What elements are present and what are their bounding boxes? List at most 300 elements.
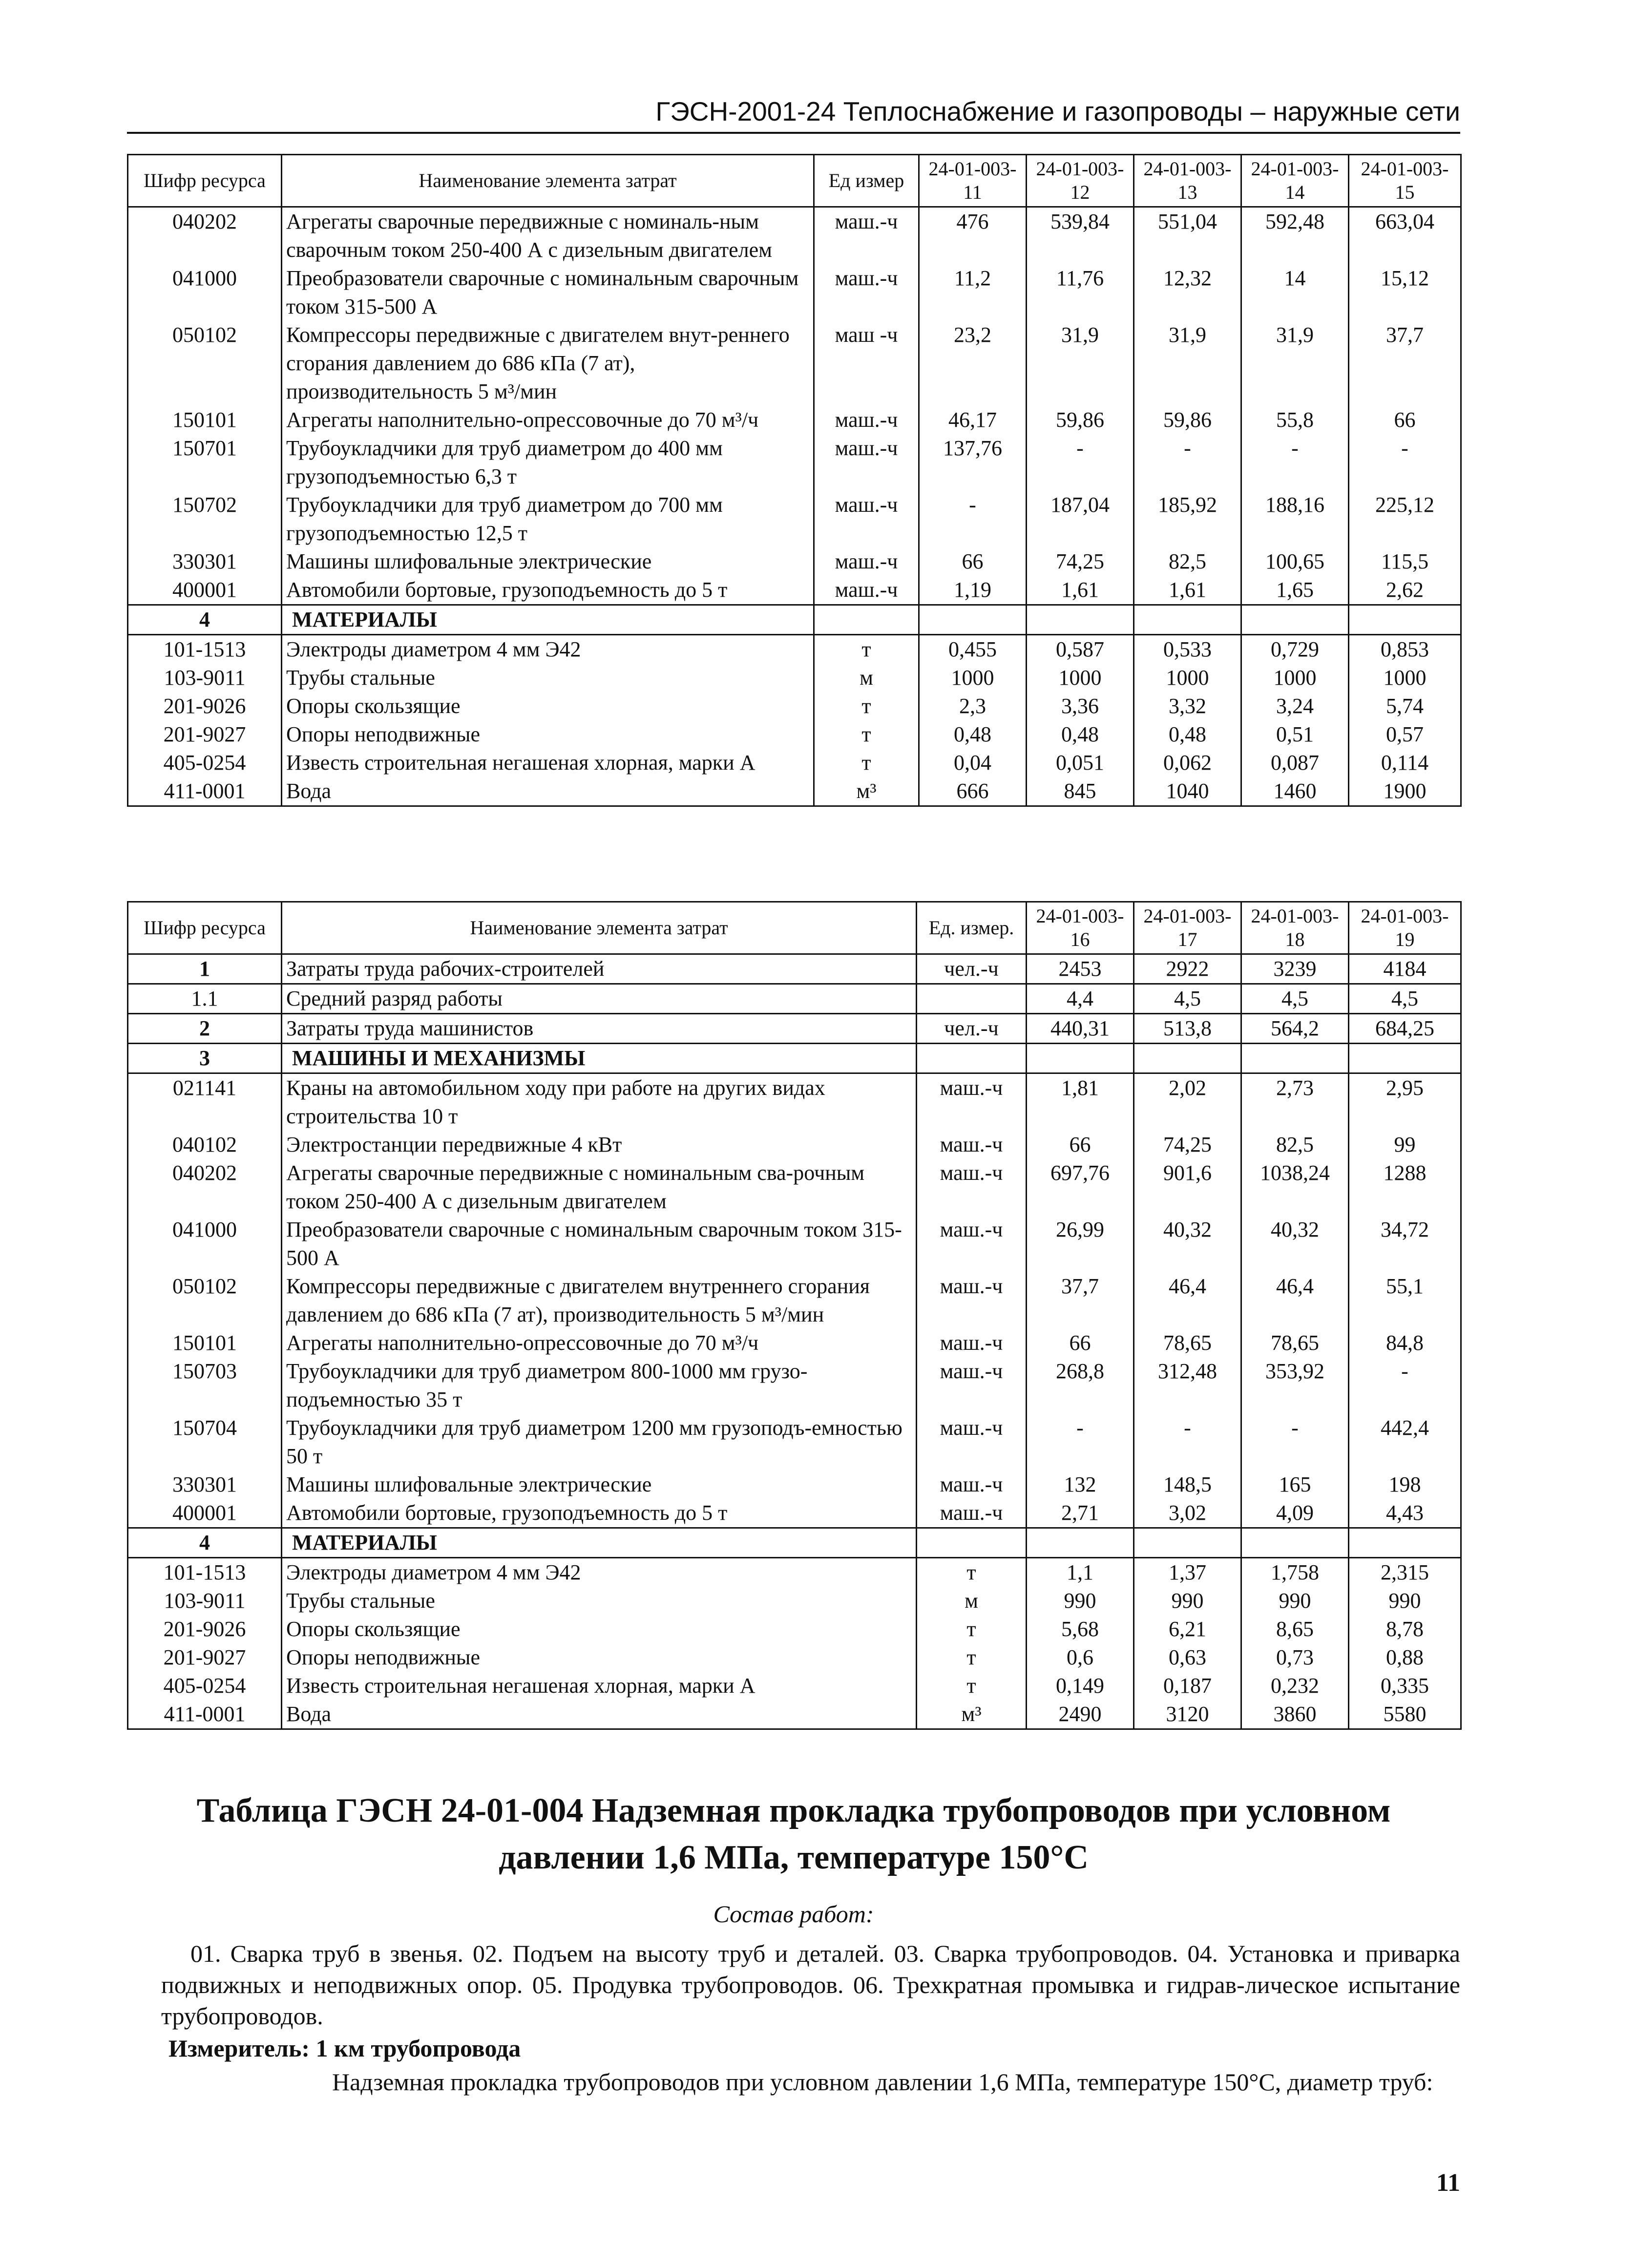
resource-value: 4,4 (1027, 984, 1134, 1014)
resource-value: 31,9 (1241, 321, 1349, 406)
resource-value: 37,7 (1349, 321, 1461, 406)
resource-value: 59,86 (1134, 406, 1241, 434)
resource-code: 3 (128, 1044, 282, 1073)
resource-value: 3,24 (1241, 692, 1349, 720)
table-row (128, 1357, 1461, 1414)
resource-name: Машины шлифовальные электрические (282, 547, 814, 576)
resource-value: 476 (919, 207, 1027, 265)
resource-value: 4,5 (1349, 984, 1461, 1014)
resource-code: 330301 (128, 1470, 282, 1499)
resource-name: Краны на автомобильном ходу при работе на других видах строительства 10 т (282, 1073, 917, 1131)
resource-name: Затраты труда рабочих-строителей (282, 954, 917, 984)
table-row (128, 1216, 1461, 1272)
resource-value: 2,315 (1349, 1558, 1461, 1587)
resource-value (1241, 1044, 1349, 1073)
resource-value: 31,9 (1134, 321, 1241, 406)
resource-value: 990 (1241, 1587, 1349, 1615)
resource-value (1241, 1528, 1349, 1558)
resource-value: 0,853 (1349, 635, 1461, 664)
resource-value: 0,062 (1134, 749, 1241, 777)
table-row (128, 635, 1461, 664)
resource-value: 990 (1134, 1587, 1241, 1615)
resource-value: 0,149 (1027, 1672, 1134, 1700)
resource-value: - (919, 491, 1027, 547)
resource-value: 40,32 (1241, 1216, 1349, 1272)
resource-unit: маш.-ч (814, 434, 919, 491)
resource-value: 0,48 (919, 720, 1027, 749)
measure-label: Измеритель: (168, 2035, 310, 2062)
table-row (128, 1528, 1461, 1558)
table-row (128, 664, 1461, 692)
resource-unit: маш.-ч (814, 576, 919, 605)
resource-code: 405-0254 (128, 749, 282, 777)
resource-code: 101-1513 (128, 635, 282, 664)
measure-line (168, 2034, 521, 2062)
resource-value: 1000 (1241, 664, 1349, 692)
resource-unit: маш.-ч (814, 547, 919, 576)
resource-unit: т (917, 1672, 1027, 1700)
works-paragraph: 01. Сварка труб в звенья. 02. Подъем на высоту труб и деталей. 03. Сварка трубопроводов. 04. Установка и приварка подвижных и неподвижных опор. 05. Продувка трубопроводов. 06. Трехкратная промывка и гидрав-лическое испытание трубопроводов. (161, 1940, 1460, 2030)
resource-value: 1,81 (1027, 1073, 1134, 1131)
resource-name: МАТЕРИАЛЫ (282, 1528, 917, 1558)
table-row (128, 547, 1461, 576)
resource-name: Агрегаты наполнительно-опрессовочные до 70 м³/ч (282, 406, 814, 434)
resource-value: 0,57 (1349, 720, 1461, 749)
resource-unit: маш.-ч (917, 1272, 1027, 1329)
table-row (128, 1615, 1461, 1643)
description-text: Надземная прокладка трубопроводов при условном давлении 1,6 МПа, температуре 150°С, диаметр труб: (332, 2068, 1433, 2096)
resource-value: 5,74 (1349, 692, 1461, 720)
resource-value: 12,32 (1134, 264, 1241, 321)
resource-value: 1,61 (1027, 576, 1134, 605)
resource-value: 539,84 (1027, 207, 1134, 265)
resource-value: 1,19 (919, 576, 1027, 605)
resource-value: 5,68 (1027, 1615, 1134, 1643)
resource-value (919, 605, 1027, 635)
resource-code: 150704 (128, 1414, 282, 1470)
resource-value: 0,533 (1134, 635, 1241, 664)
table-row (128, 954, 1461, 984)
resource-unit: т (917, 1643, 1027, 1672)
resource-value: 0,73 (1241, 1643, 1349, 1672)
table-row (128, 434, 1461, 491)
resource-value: 513,8 (1134, 1014, 1241, 1044)
resource-unit: маш.-ч (814, 264, 919, 321)
resource-value: 2,02 (1134, 1073, 1241, 1131)
resource-value: 1,37 (1134, 1558, 1241, 1587)
table-row (128, 777, 1461, 806)
table-row (128, 1499, 1461, 1528)
resource-value: 148,5 (1134, 1470, 1241, 1499)
resource-value: 2,95 (1349, 1073, 1461, 1131)
resource-unit: м³ (917, 1700, 1027, 1729)
resource-value: 666 (919, 777, 1027, 806)
resource-code: 150701 (128, 434, 282, 491)
header-column: 24-01-003-17 (1134, 902, 1241, 954)
resource-value: 1000 (919, 664, 1027, 692)
resource-value: 74,25 (1134, 1131, 1241, 1159)
resource-value: 187,04 (1027, 491, 1134, 547)
resource-name: Известь строительная негашеная хлорная, марки А (282, 749, 814, 777)
resource-value: 4,5 (1134, 984, 1241, 1014)
section-title: Таблица ГЭСН 24-01-004 Надземная прокладка трубопроводов при условном давлении 1,6 МПа, температуре 150°С (196, 1792, 1391, 1876)
resource-value: 2,71 (1027, 1499, 1134, 1528)
resource-value: 2490 (1027, 1700, 1134, 1729)
resource-name: Трубоукладчики для труб диаметром 800-1000 мм грузо-подъемностью 35 т (282, 1357, 917, 1414)
header-unit: Ед измер (814, 155, 919, 207)
resource-value: 440,31 (1027, 1014, 1134, 1044)
resource-unit: маш.-ч (917, 1470, 1027, 1499)
table-row (128, 1044, 1461, 1073)
resource-unit: чел.-ч (917, 954, 1027, 984)
header-code: Шифр ресурса (128, 155, 282, 207)
resource-value: 3120 (1134, 1700, 1241, 1729)
resource-code: 021141 (128, 1073, 282, 1131)
resource-value: 31,9 (1027, 321, 1134, 406)
resource-value: 137,76 (919, 434, 1027, 491)
measure-value: 1 км трубопровода (315, 2035, 521, 2062)
table-row (128, 692, 1461, 720)
resource-unit: маш.-ч (814, 491, 919, 547)
resource-unit: т (814, 720, 919, 749)
resource-value: 592,48 (1241, 207, 1349, 265)
header-column: 24-01-003-15 (1349, 155, 1461, 207)
resource-unit: т (917, 1615, 1027, 1643)
resource-value: 3,36 (1027, 692, 1134, 720)
resource-code: 150703 (128, 1357, 282, 1414)
resource-value: 0,51 (1241, 720, 1349, 749)
resource-value: 0,63 (1134, 1643, 1241, 1672)
header-column: 24-01-003-12 (1027, 155, 1134, 207)
header-column: 24-01-003-18 (1241, 902, 1349, 954)
resource-name: Вода (282, 777, 814, 806)
table-row (128, 1587, 1461, 1615)
resource-value: 0,48 (1134, 720, 1241, 749)
table-row (128, 749, 1461, 777)
table-row (128, 1272, 1461, 1329)
works-text (161, 1938, 1460, 2032)
resource-value: 115,5 (1349, 547, 1461, 576)
resource-value: 1,65 (1241, 576, 1349, 605)
resource-code: 103-9011 (128, 1587, 282, 1615)
resource-value: 132 (1027, 1470, 1134, 1499)
header-column: 24-01-003-19 (1349, 902, 1461, 954)
resource-value: 663,04 (1349, 207, 1461, 265)
resource-name: Трубоукладчики для труб диаметром до 400 мм грузоподъемностью 6,3 т (282, 434, 814, 491)
resource-unit: маш.-ч (917, 1131, 1027, 1159)
resource-unit: маш.-ч (917, 1073, 1027, 1131)
resource-value: 8,65 (1241, 1615, 1349, 1643)
resource-name: Опоры скользящие (282, 692, 814, 720)
table-body (128, 207, 1461, 806)
resource-name: МАТЕРИАЛЫ (282, 605, 814, 635)
table-row (128, 207, 1461, 265)
resource-code: 201-9027 (128, 1643, 282, 1672)
resource-value: 353,92 (1241, 1357, 1349, 1414)
resource-value: 0,232 (1241, 1672, 1349, 1700)
resource-value: 990 (1349, 1587, 1461, 1615)
table-row (128, 491, 1461, 547)
table-row (128, 406, 1461, 434)
resource-value (1349, 605, 1461, 635)
resource-value: 66 (1027, 1329, 1134, 1357)
resource-name: Известь строительная негашеная хлорная, марки А (282, 1672, 917, 1700)
resource-code: 040202 (128, 1159, 282, 1216)
resource-value: 37,7 (1027, 1272, 1134, 1329)
resource-unit: маш.-ч (917, 1159, 1027, 1216)
resource-value: 1000 (1349, 664, 1461, 692)
resource-value: 0,587 (1027, 635, 1134, 664)
resource-code: 101-1513 (128, 1558, 282, 1587)
resource-name: МАШИНЫ И МЕХАНИЗМЫ (282, 1044, 917, 1073)
resource-unit (917, 1044, 1027, 1073)
resource-name: Агрегаты сварочные передвижные с номиналь-ным сварочным током 250-400 А с дизельным двигателем (282, 207, 814, 265)
header-unit: Ед. измер. (917, 902, 1027, 954)
resource-value: 990 (1027, 1587, 1134, 1615)
resource-value: 0,114 (1349, 749, 1461, 777)
resource-value: 1038,24 (1241, 1159, 1349, 1216)
resource-name: Опоры неподвижные (282, 720, 814, 749)
resource-name: Компрессоры передвижные с двигателем внут-реннего сгорания давлением до 686 кПа (7 ат), производительность 5 м³/мин (282, 321, 814, 406)
resource-value: 1900 (1349, 777, 1461, 806)
resource-value: 0,729 (1241, 635, 1349, 664)
resource-value: - (1134, 434, 1241, 491)
resource-value: 0,335 (1349, 1672, 1461, 1700)
resource-value: 3860 (1241, 1700, 1349, 1729)
resource-value: 4,09 (1241, 1499, 1349, 1528)
resource-code: 041000 (128, 264, 282, 321)
resource-unit: м³ (814, 777, 919, 806)
table-row (128, 1643, 1461, 1672)
header-name: Наименование элемента затрат (282, 155, 814, 207)
resource-value: 684,25 (1349, 1014, 1461, 1044)
resource-table-2 (127, 901, 1462, 1730)
resource-value: 2922 (1134, 954, 1241, 984)
resource-unit: маш.-ч (917, 1357, 1027, 1414)
resource-value: 46,4 (1241, 1272, 1349, 1329)
resource-value (1027, 1044, 1134, 1073)
resource-value: 15,12 (1349, 264, 1461, 321)
resource-value (1134, 605, 1241, 635)
resource-name: Опоры скользящие (282, 1615, 917, 1643)
resource-name: Затраты труда машинистов (282, 1014, 917, 1044)
resource-unit: маш.-ч (814, 406, 919, 434)
table-body (128, 954, 1461, 1729)
resource-value: 1288 (1349, 1159, 1461, 1216)
header-column: 24-01-003-14 (1241, 155, 1349, 207)
resource-value: 2453 (1027, 954, 1134, 984)
resource-name: Агрегаты сварочные передвижные с номинальным сва-рочным током 250-400 А с дизельным двигателем (282, 1159, 917, 1216)
header-column: 24-01-003-16 (1027, 902, 1134, 954)
resource-name: Средний разряд работы (282, 984, 917, 1014)
resource-value: 225,12 (1349, 491, 1461, 547)
resource-value: 1,1 (1027, 1558, 1134, 1587)
resource-unit: т (814, 692, 919, 720)
resource-name: Преобразователи сварочные с номинальным сварочным током 315-500 А (282, 264, 814, 321)
resource-name: Электростанции передвижные 4 кВт (282, 1131, 917, 1159)
resource-value (1027, 605, 1134, 635)
resource-unit (917, 984, 1027, 1014)
resource-value: 3,32 (1134, 692, 1241, 720)
header-code: Шифр ресурса (128, 902, 282, 954)
resource-code: 040102 (128, 1131, 282, 1159)
resource-unit: маш.-ч (917, 1414, 1027, 1470)
resource-unit: маш.-ч (917, 1499, 1027, 1528)
resource-value: 1000 (1134, 664, 1241, 692)
resource-value: 3239 (1241, 954, 1349, 984)
resource-value: - (1241, 1414, 1349, 1470)
resource-value: 6,21 (1134, 1615, 1241, 1643)
resource-name: Электроды диаметром 4 мм Э42 (282, 635, 814, 664)
table-row (128, 1700, 1461, 1729)
resource-value: 78,65 (1241, 1329, 1349, 1357)
resource-value (1349, 1528, 1461, 1558)
resource-value: 0,04 (919, 749, 1027, 777)
resource-value: 188,16 (1241, 491, 1349, 547)
resource-value (1241, 605, 1349, 635)
resource-value: 66 (1027, 1131, 1134, 1159)
table-row (128, 1558, 1461, 1587)
resource-value: 0,187 (1134, 1672, 1241, 1700)
resource-value: 901,6 (1134, 1159, 1241, 1216)
resource-value: 99 (1349, 1131, 1461, 1159)
resource-value: 0,88 (1349, 1643, 1461, 1672)
resource-name: Опоры неподвижные (282, 1643, 917, 1672)
resource-code: 040202 (128, 207, 282, 265)
resource-value: 55,8 (1241, 406, 1349, 434)
resource-value: 697,76 (1027, 1159, 1134, 1216)
resource-value: 3,02 (1134, 1499, 1241, 1528)
resource-code: 2 (128, 1014, 282, 1044)
resource-unit: м (917, 1587, 1027, 1615)
resource-code: 150702 (128, 491, 282, 547)
resource-code: 330301 (128, 547, 282, 576)
resource-code: 050102 (128, 321, 282, 406)
table-row (128, 1672, 1461, 1700)
header-column: 24-01-003-11 (919, 155, 1027, 207)
resource-unit: м (814, 664, 919, 692)
resource-value: 1,758 (1241, 1558, 1349, 1587)
table-row (128, 1329, 1461, 1357)
resource-value: 0,455 (919, 635, 1027, 664)
resource-value: 2,73 (1241, 1073, 1349, 1131)
resource-value: 14 (1241, 264, 1349, 321)
resource-value: 268,8 (1027, 1357, 1134, 1414)
resource-name: Трубоукладчики для труб диаметром до 700 мм грузоподъемностью 12,5 т (282, 491, 814, 547)
resource-value: 165 (1241, 1470, 1349, 1499)
resource-value: 59,86 (1027, 406, 1134, 434)
resource-value: 66 (1349, 406, 1461, 434)
resource-code: 050102 (128, 1272, 282, 1329)
resource-value: 312,48 (1134, 1357, 1241, 1414)
table-row (128, 1131, 1461, 1159)
table-row (128, 264, 1461, 321)
resource-code: 103-9011 (128, 664, 282, 692)
resource-unit: маш.-ч (917, 1216, 1027, 1272)
resource-value: 0,6 (1027, 1643, 1134, 1672)
resource-name: Вода (282, 1700, 917, 1729)
header-name: Наименование элемента затрат (282, 902, 917, 954)
table-row (128, 984, 1461, 1014)
resource-value: 564,2 (1241, 1014, 1349, 1044)
resource-name: Агрегаты наполнительно-опрессовочные до 70 м³/ч (282, 1329, 917, 1357)
table-row (128, 321, 1461, 406)
table-header-row (128, 902, 1461, 954)
table-row (128, 576, 1461, 605)
resource-unit: маш.-ч (917, 1329, 1027, 1357)
resource-value: 4,5 (1241, 984, 1349, 1014)
resource-code: 201-9027 (128, 720, 282, 749)
resource-name: Автомобили бортовые, грузоподъемность до 5 т (282, 576, 814, 605)
resource-name: Преобразователи сварочные с номинальным сварочным током 315-500 А (282, 1216, 917, 1272)
resource-code: 150101 (128, 1329, 282, 1357)
resource-value: 845 (1027, 777, 1134, 806)
resource-value (1349, 1044, 1461, 1073)
resource-value: - (1241, 434, 1349, 491)
header-column: 24-01-003-13 (1134, 155, 1241, 207)
resource-unit: т (814, 635, 919, 664)
resource-value: 26,99 (1027, 1216, 1134, 1272)
resource-unit: т (917, 1558, 1027, 1587)
page-header: ГЭСН-2001-24 Теплоснабжение и газопроводы – наружные сети (127, 96, 1460, 134)
resource-name: Электроды диаметром 4 мм Э42 (282, 1558, 917, 1587)
resource-name: Компрессоры передвижные с двигателем внутреннего сгорания давлением до 686 кПа (7 ат), производительность 5 м³/мин (282, 1272, 917, 1329)
resource-value: 46,4 (1134, 1272, 1241, 1329)
resource-value: 82,5 (1134, 547, 1241, 576)
resource-code: 400001 (128, 1499, 282, 1528)
resource-value: 198 (1349, 1470, 1461, 1499)
resource-value: 5580 (1349, 1700, 1461, 1729)
resource-value: 74,25 (1027, 547, 1134, 576)
resource-value: 0,087 (1241, 749, 1349, 777)
works-label: Состав работ: (713, 1900, 874, 1928)
resource-value: - (1349, 434, 1461, 491)
resource-value: 551,04 (1134, 207, 1241, 265)
resource-value: 11,76 (1027, 264, 1134, 321)
resource-value: 66 (919, 547, 1027, 576)
resource-name: Автомобили бортовые, грузоподъемность до 5 т (282, 1499, 917, 1528)
resource-code: 1 (128, 954, 282, 984)
resource-value (1134, 1044, 1241, 1073)
resource-value: 100,65 (1241, 547, 1349, 576)
resource-value: 84,8 (1349, 1329, 1461, 1357)
resource-code: 411-0001 (128, 777, 282, 806)
resource-table-1 (127, 154, 1462, 807)
table-row (128, 1073, 1461, 1131)
resource-value: 78,65 (1134, 1329, 1241, 1357)
table-row (128, 1414, 1461, 1470)
resource-value: - (1349, 1357, 1461, 1414)
resource-code: 411-0001 (128, 1700, 282, 1729)
resource-unit: маш.-ч (814, 207, 919, 265)
resource-unit (917, 1528, 1027, 1558)
resource-value: 23,2 (919, 321, 1027, 406)
resource-code: 150101 (128, 406, 282, 434)
resource-code: 201-9026 (128, 1615, 282, 1643)
resource-unit: т (814, 749, 919, 777)
resource-value: 4184 (1349, 954, 1461, 984)
resource-name: Машины шлифовальные электрические (282, 1470, 917, 1499)
table-row (128, 720, 1461, 749)
resource-value: 1040 (1134, 777, 1241, 806)
table-row (128, 1014, 1461, 1044)
resource-value: - (1027, 1414, 1134, 1470)
resource-value (1134, 1528, 1241, 1558)
resource-code: 400001 (128, 576, 282, 605)
resource-value: 46,17 (919, 406, 1027, 434)
table-row (128, 605, 1461, 635)
page-number: 11 (1436, 2169, 1460, 2197)
